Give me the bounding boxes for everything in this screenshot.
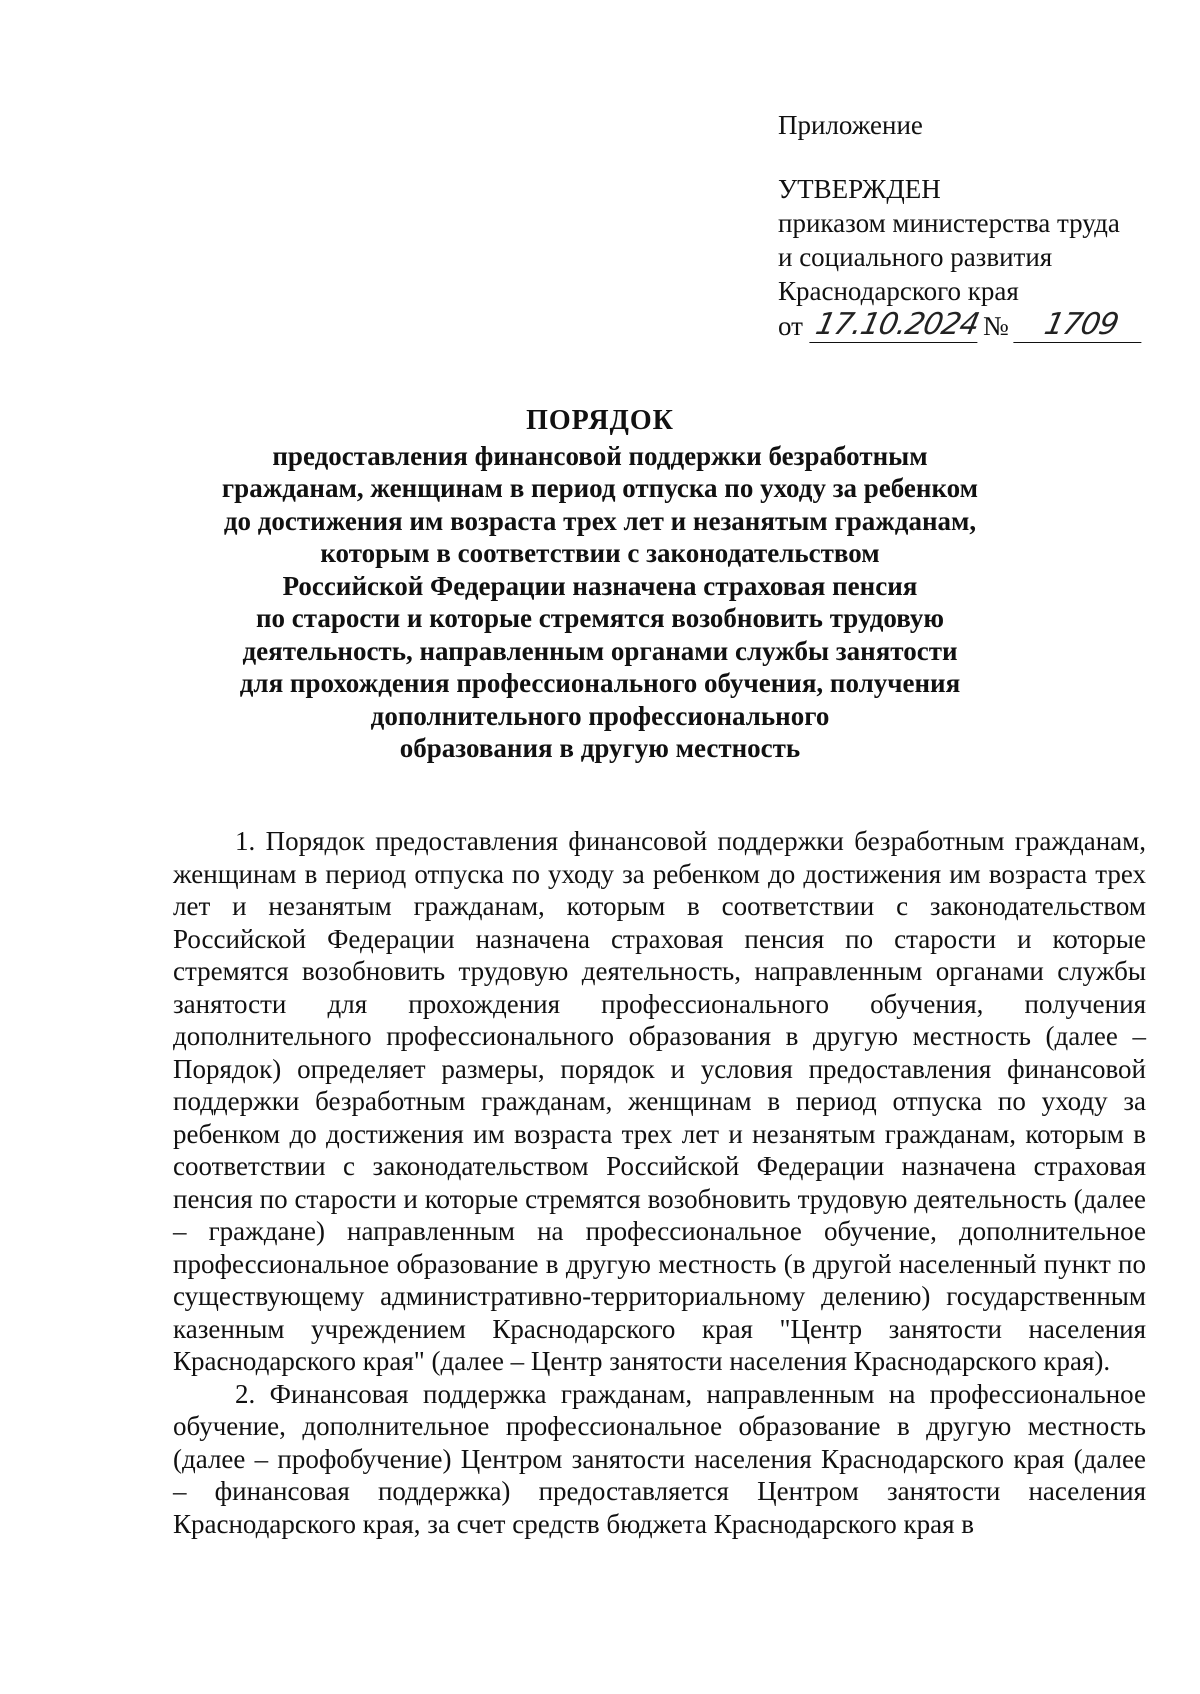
paragraph-2: 2. Финансовая поддержка гражданам, направленным на профессиональное обучение, дополнительное профессиональное образование в другую местность (далее – профобучение) Центром занятости населения Краснодарского края (далее – финансовая поддержка) предоставляется Центром занятости населения Краснодарского края, за счет средств бюджета Краснодарского края в — [173, 1378, 1146, 1539]
handwritten-date: 17.10.2024 — [809, 308, 984, 343]
title-line-10: образования в другую местность — [399, 733, 801, 763]
date-number-row — [778, 308, 1158, 346]
handwritten-number: 1709 — [1013, 308, 1148, 343]
title-line-5: Российской Федерации назначена страховая пенсия — [282, 570, 918, 601]
approved-label: УТВЕРЖДЕН — [778, 174, 941, 204]
title-line-3: до достижения им возраста трех лет и незанятым гражданам, — [223, 505, 977, 536]
approval-block — [778, 108, 1158, 346]
document-body — [173, 825, 1146, 1540]
document-title — [150, 405, 1050, 765]
title-line-6: по старости и которые стремятся возобновить трудовую — [255, 603, 945, 633]
title-line-2: гражданам, женщинам в период отпуска по уходу за ребенком — [221, 473, 979, 503]
paragraph-1: 1. Порядок предоставления финансовой поддержки безработным гражданам, женщинам в период отпуска по уходу за ребенком до достижения им возраста трех лет и незанятым гражданам, которым в соответствии с законодательством Российской Федерации назначена страховая пенсия по старости и которые стремятся возобновить трудовую деятельность, направленным органами службы занятости для прохождения профессионального обучения, получения дополнительного профессионального образования в другую местность (далее – Порядок) определяет размеры, порядок и условия предоставления финансовой поддержки безработным гражданам, женщинам в период отпуска по уходу за ребенком до достижения им возраста трех лет и незанятым гражданам, которым в соответствии с законодательством Российской Федерации назначена страховая пенсия по старости и которые стремятся возобновить трудовую деятельность (далее – граждане) направленным на профессиональное обучение, дополнительное профессиональное образование в другую местность (в другой населенный пункт по существующему административно-территориальному делению) государственным казенным учреждением Краснодарского края "Центр занятости населения Краснодарского края" (далее – Центр занятости населения Краснодарского края). — [173, 826, 1146, 1376]
number-label: № — [982, 311, 1009, 341]
title-line-8: для прохождения профессионального обучения, получения — [239, 668, 961, 698]
approval-line-2: и социального развития — [778, 242, 1053, 272]
title-line-7: деятельность, направленным органами службы занятости — [242, 635, 958, 666]
title-line-1: предоставления финансовой поддержки безработным — [272, 440, 928, 471]
title-line-4: которым в соответствии с законодательством — [320, 538, 880, 568]
date-prefix: от — [778, 311, 803, 341]
appendix-label: Приложение — [778, 110, 923, 140]
approval-line-1: приказом министерства труда — [778, 208, 1120, 238]
title-line-9: дополнительного профессионального — [370, 700, 830, 731]
title-heading: ПОРЯДОК — [526, 405, 674, 436]
approval-line-3: Краснодарского края — [778, 276, 1019, 306]
